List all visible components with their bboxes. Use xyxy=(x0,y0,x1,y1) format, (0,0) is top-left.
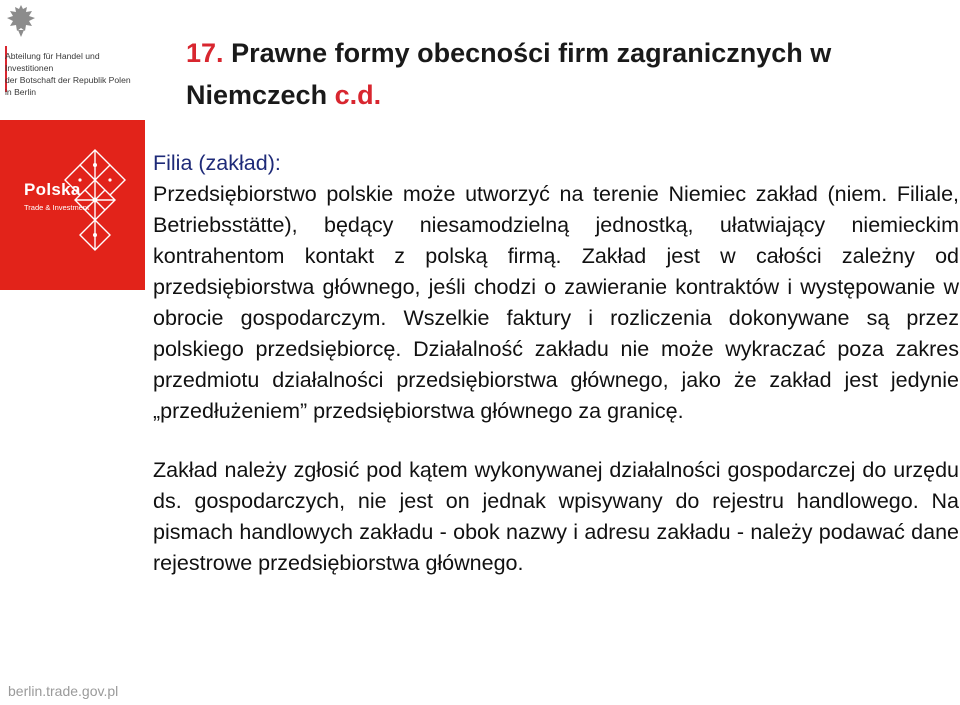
polska-logo xyxy=(0,120,145,290)
footer-url: berlin.trade.gov.pl xyxy=(8,683,119,699)
paragraph-1: Przedsiębiorstwo polskie może utworzyć na terenie Niemiec zakład (niem. Filiale, Betriebsstätte), będący niesamodzielną jednostką, ułatwiający niemieckim kontrahentom kontakt z polską firmą. Zakład jest w całości zależny od przedsiębiorstwa głównego, jeśli chodzi o zawieranie kontraktów i występowanie w obrocie gospodarczym. Wszelkie faktury i rozliczenia dokonywane są przez polskiego przedsiębiorcę. Działalność zakładu nie może wykraczać poza zakres przedmiotu działalności przedsiębiorstwa głównego, jako że zakład jest jedynie „przedłużeniem” przedsiębiorstwa głównego za granicę. xyxy=(153,182,959,423)
embassy-line-1: Abteilung für Handel und Investitionen xyxy=(5,51,100,73)
slide-body xyxy=(153,148,959,579)
sidebar xyxy=(0,0,145,705)
slide-title-text: Prawne formy obecności firm zagranicznych w Niemczech xyxy=(186,38,832,110)
paragraph-2: Zakład należy zgłosić pod kątem wykonywanej działalności gospodarczej do urzędu ds. gospodarczych, nie jest on jednak wpisywany do rejestru handlowego. Na pismach handlowych zakładu - obok nazwy i adresu zakładu - należy podawać dane rejestrowe przedsiębiorstwa głównego. xyxy=(153,458,959,575)
paragraph-spacer xyxy=(153,427,959,455)
slide-title-suffix: c.d. xyxy=(334,80,382,110)
logo-subtitle: Trade & Investment xyxy=(24,203,90,212)
slide-number: 17. xyxy=(186,38,224,68)
embassy-name xyxy=(5,50,145,98)
slide-title xyxy=(186,32,906,116)
embassy-line-3: in Berlin xyxy=(5,87,37,97)
section-heading: Filia (zakład): xyxy=(153,151,281,175)
embassy-line-2: der Botschaft der Republik Polen xyxy=(5,75,131,85)
logo-name: Polska xyxy=(24,180,81,199)
snowflake-pattern-icon xyxy=(60,145,130,255)
eagle-emblem-icon xyxy=(5,3,37,39)
